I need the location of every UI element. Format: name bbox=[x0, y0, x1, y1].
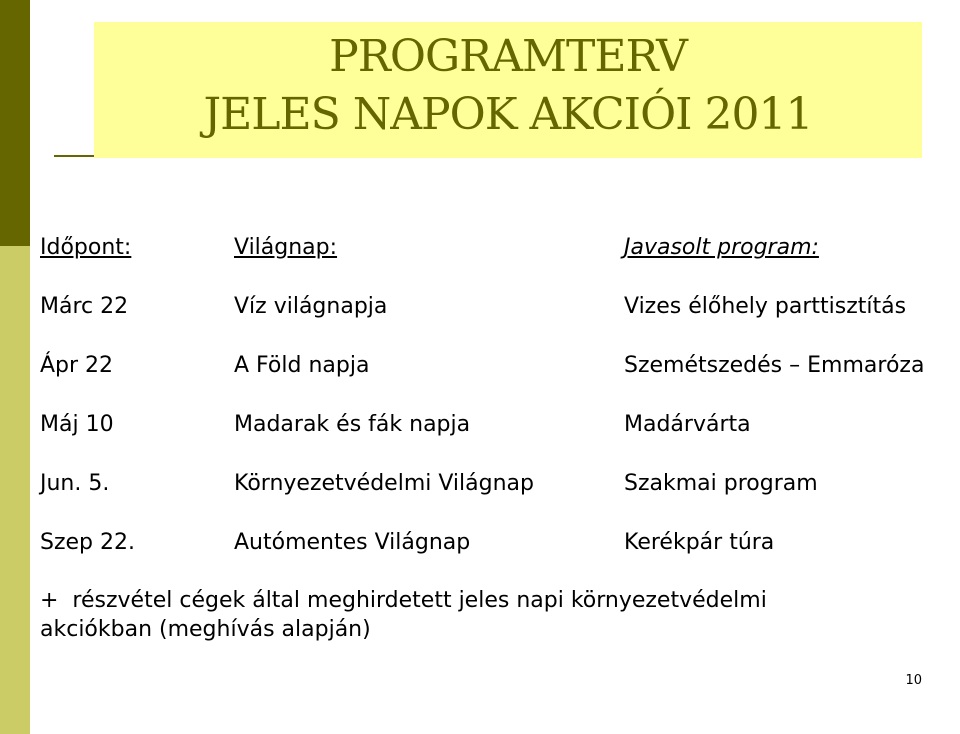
table-header-row bbox=[0, 230, 960, 266]
row-date: Szep 22. bbox=[40, 530, 135, 555]
row-program: Madárvárta bbox=[624, 412, 751, 437]
table-row bbox=[0, 466, 960, 502]
header-world-day: Világnap: bbox=[234, 235, 338, 260]
row-date: Ápr 22 bbox=[40, 353, 114, 378]
row-program: Vizes élőhely parttisztítás bbox=[624, 294, 907, 319]
title-line-2: JELES NAPOK AKCIÓI 2011 bbox=[203, 89, 813, 140]
row-date: Márc 22 bbox=[40, 294, 129, 319]
row-world-day: Víz világnapja bbox=[234, 294, 388, 319]
slide-title bbox=[94, 28, 922, 144]
row-world-day: A Föld napja bbox=[234, 353, 370, 378]
header-date: Időpont: bbox=[40, 235, 132, 260]
row-world-day: Környezetvédelmi Világnap bbox=[234, 471, 534, 496]
table-row bbox=[0, 289, 960, 325]
row-date: Jun. 5. bbox=[40, 471, 110, 496]
row-program: Kerékpár túra bbox=[624, 530, 775, 555]
table-row bbox=[0, 525, 960, 561]
header-suggested-program: Javasolt program: bbox=[624, 235, 819, 260]
table-row bbox=[0, 407, 960, 443]
left-accent-bar-dark bbox=[0, 0, 30, 246]
row-world-day: Madarak és fák napja bbox=[234, 412, 471, 437]
row-world-day: Autómentes Világnap bbox=[234, 530, 471, 555]
table-row bbox=[0, 348, 960, 384]
title-line-1: PROGRAMTERV bbox=[329, 31, 687, 82]
footnote bbox=[40, 586, 940, 644]
row-program: Szemétszedés – Emmaróza bbox=[624, 353, 925, 378]
footnote-line-2: akciókban (meghívás alapján) bbox=[40, 617, 371, 642]
footnote-line-1: + részvétel cégek által meghirdetett jeles napi környezetvédelmi bbox=[40, 588, 767, 613]
row-program: Szakmai program bbox=[624, 471, 818, 496]
title-decoration-line bbox=[54, 155, 94, 157]
row-date: Máj 10 bbox=[40, 412, 114, 437]
page-number: 10 bbox=[905, 673, 922, 688]
